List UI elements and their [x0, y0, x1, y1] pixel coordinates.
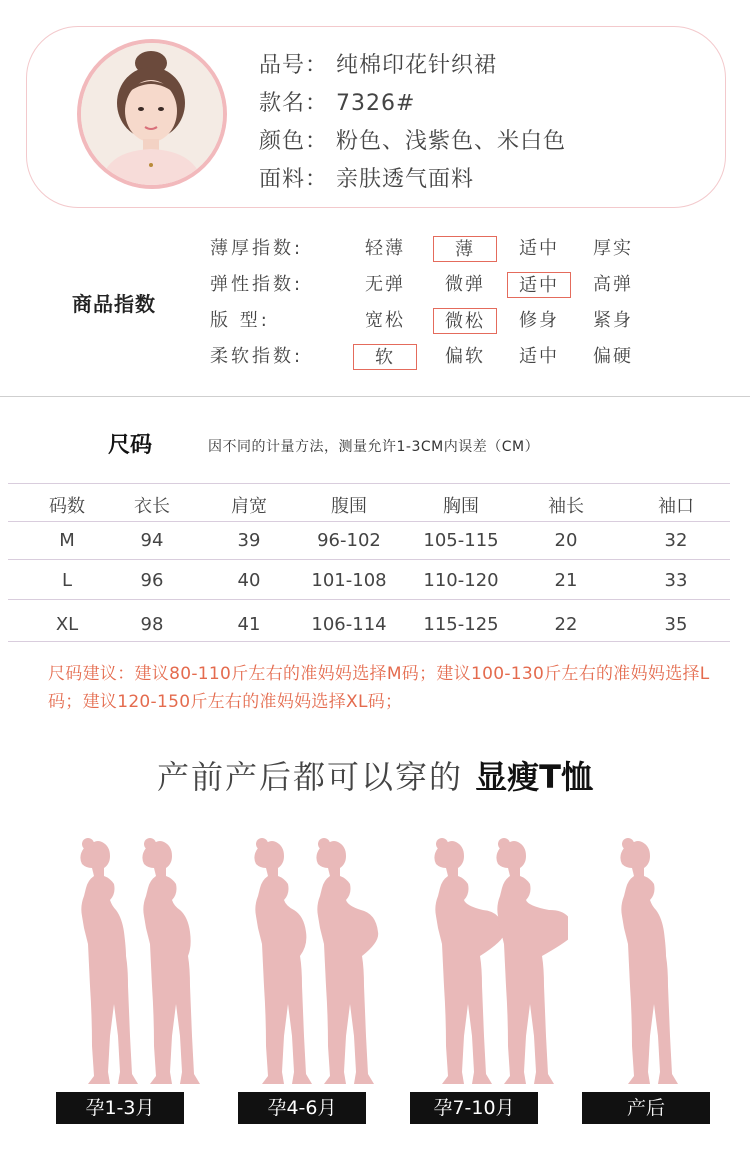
pregnant-silhouette-icon	[126, 836, 214, 1088]
fabric-value: 亲肤透气面料	[336, 167, 475, 192]
pregnant-silhouette-icon	[604, 836, 692, 1088]
stage-label: 孕4-6月	[238, 1092, 366, 1124]
table-cell: 20	[554, 530, 578, 551]
product-code-line	[259, 47, 566, 85]
style-name-key: 款名：	[259, 91, 329, 116]
index-option: 修身	[519, 310, 559, 331]
slogan-strong: 显瘦T恤	[475, 758, 594, 796]
slogan-normal: 产前产后都可以穿的	[156, 758, 476, 796]
index-option: 紧身	[593, 310, 633, 331]
index-row-label: 薄厚指数:	[210, 238, 304, 259]
table-cell: 21	[554, 570, 578, 591]
style-name-line	[259, 85, 566, 123]
index-option: 厚实	[593, 238, 633, 259]
table-rule	[8, 559, 730, 560]
table-header-cell: 袖长	[548, 496, 584, 517]
table-cell: 110-120	[423, 570, 499, 591]
color-value: 粉色、浅紫色、米白色	[336, 129, 567, 154]
model-photo-icon	[81, 43, 223, 185]
index-option: 偏软	[445, 346, 485, 367]
table-cell: L	[61, 570, 73, 591]
fabric-key: 面料：	[259, 167, 329, 192]
index-option: 适中	[519, 346, 559, 367]
table-cell: 41	[237, 614, 261, 635]
table-header-cell: 袖口	[658, 496, 694, 517]
table-header-cell: 衣长	[134, 496, 170, 517]
table-cell: 98	[140, 614, 164, 635]
index-option: 宽松	[365, 310, 405, 331]
table-cell: 40	[237, 570, 261, 591]
index-option: 微弹	[445, 274, 485, 295]
table-cell: M	[59, 530, 75, 551]
table-cell: 96-102	[317, 530, 381, 551]
product-info-card	[26, 26, 726, 208]
table-cell: 39	[237, 530, 261, 551]
product-code-key: 品号：	[259, 53, 329, 78]
index-option-selected: 适中	[507, 272, 571, 298]
table-rule	[8, 521, 730, 522]
index-row-label: 版 型:	[210, 310, 270, 331]
style-name-value: 7326#	[336, 91, 416, 116]
table-cell: 106-114	[311, 614, 387, 635]
stage-label: 孕7-10月	[410, 1092, 538, 1124]
table-cell: 32	[664, 530, 688, 551]
slogan	[0, 752, 750, 798]
table-cell: 115-125	[423, 614, 499, 635]
table-header-cell: 腹围	[331, 496, 367, 517]
size-advice: 尺码建议：建议80-110斤左右的准妈妈选择M码；建议100-130斤左右的准妈妈选择L码；建议120-150斤左右的准妈妈选择XL码；	[48, 664, 710, 712]
product-code-value: 纯棉印花针织裙	[336, 53, 498, 78]
index-option: 轻薄	[365, 238, 405, 259]
index-title: 商品指数	[72, 292, 156, 316]
table-cell: 33	[664, 570, 688, 591]
pregnant-silhouette-icon	[480, 836, 568, 1088]
index-row-label: 弹性指数:	[210, 274, 304, 295]
index-option-selected: 软	[353, 344, 417, 370]
pregnant-silhouette-icon	[300, 836, 388, 1088]
table-cell: 94	[140, 530, 164, 551]
table-rule	[8, 641, 730, 642]
fabric-line	[259, 161, 566, 199]
table-cell: XL	[55, 614, 79, 635]
table-header-cell: 胸围	[443, 496, 479, 517]
index-option: 偏硬	[593, 346, 633, 367]
color-key: 颜色：	[259, 129, 329, 154]
table-cell: 22	[554, 614, 578, 635]
index-option-selected: 薄	[433, 236, 497, 262]
table-rule	[8, 599, 730, 600]
table-cell: 101-108	[311, 570, 387, 591]
table-cell: 96	[140, 570, 164, 591]
table-header-cell: 码数	[49, 496, 85, 517]
stage-label: 产后	[582, 1092, 710, 1124]
index-option: 高弹	[593, 274, 633, 295]
table-cell: 105-115	[423, 530, 499, 551]
index-option-selected: 微松	[433, 308, 497, 334]
color-line	[259, 123, 566, 161]
table-rule	[8, 483, 730, 484]
section-divider	[0, 396, 750, 397]
size-note: 因不同的计量方法，测量允许1-3CM内误差（CM）	[208, 439, 540, 455]
index-row-label: 柔软指数:	[210, 346, 304, 367]
model-avatar	[77, 39, 227, 189]
index-option: 无弹	[365, 274, 405, 295]
table-header-cell: 肩宽	[231, 496, 267, 517]
stage-label: 孕1-3月	[56, 1092, 184, 1124]
index-option: 适中	[519, 238, 559, 259]
size-title: 尺码	[108, 433, 153, 458]
table-cell: 35	[664, 614, 688, 635]
